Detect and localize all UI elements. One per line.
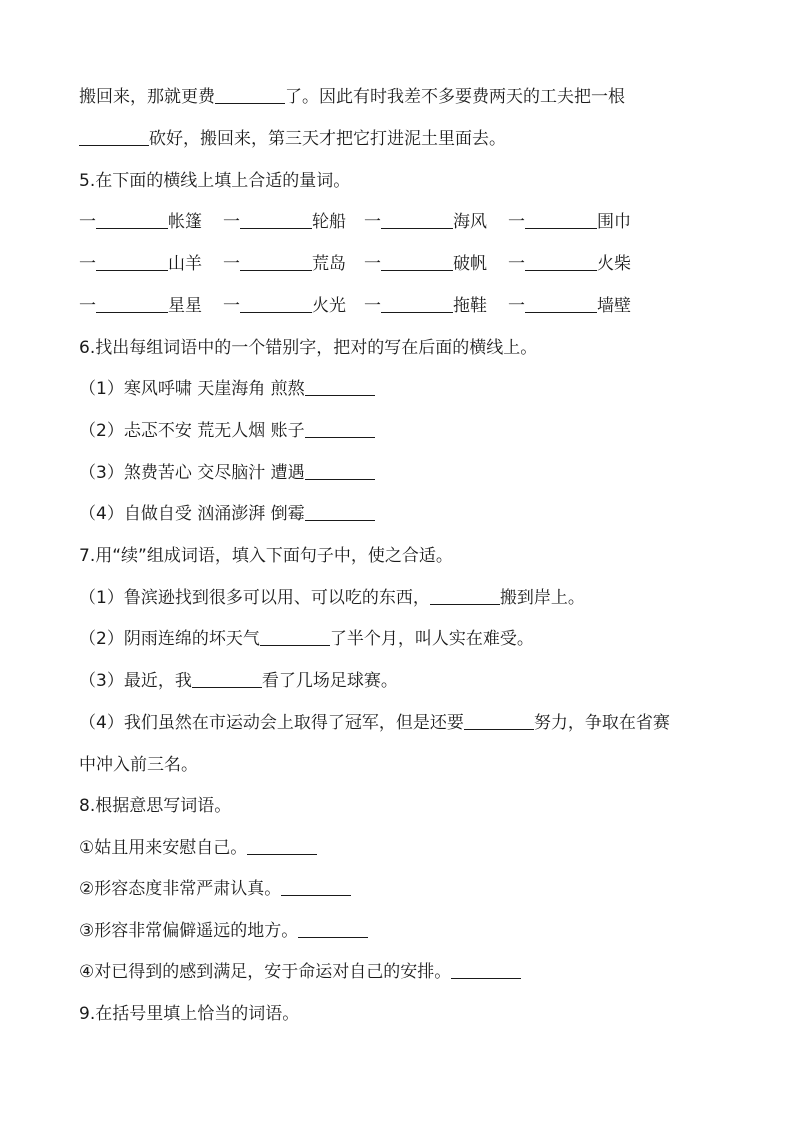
q7-item-2: （2）阴雨连绵的坏天气 了半个月，叫人实在难受。 (79, 629, 534, 649)
q7-item-1: （1）鲁滨逊找到很多可以用、可以吃的东西， 搬到岸上。 (79, 588, 585, 608)
passage-text: 砍好，搬回来，第三天才把它打进泥土里面去。 (149, 129, 506, 149)
q7-item-3: （3）最近，我 看了几场足球赛。 (79, 671, 398, 691)
answer-blank[interactable] (247, 836, 317, 855)
answer-blank[interactable] (381, 210, 453, 229)
answer-blank[interactable] (96, 210, 168, 229)
q8-item-4: ④对已得到的感到满足，安于命运对自己的安排。 (79, 960, 734, 984)
question-9-title: 9.在括号里填上恰当的词语。 (79, 1004, 300, 1024)
answer-blank[interactable] (430, 586, 500, 605)
answer-blank[interactable] (451, 960, 521, 979)
answer-blank[interactable] (281, 877, 351, 896)
q6-item-3: （3）煞费苦心 交尽脑汁 遭遇 (79, 461, 734, 485)
answer-blank[interactable] (260, 627, 330, 646)
answer-blank[interactable] (305, 377, 375, 396)
worksheet-page: 搬回来，那就更费 了。因此有时我差不多要费两天的工夫把一根 砍好，搬回来，第三天才把它打进泥土里面去。 5.在下面的横线上填上合适的量词。 一 帐篷 一 轮船 一 海风 一 围巾 一 山羊 一 荒岛 一 破帆 一 火柴 一 星星 一 火光 一 拖鞋 一 墙壁 6.找出每组词语中的一个错别字，把对的写在后面的横线上。 （1）寒风呼啸 天崖海角 煎熬 （2）忐忑不安 荒无人烟 账子 （3）煞费苦心 交尽脑汁 遭遇 （4）自做自受 汹涌澎湃 倒霉 7.用“续”组成词语，填入下面句子中，使之合适。 （1）鲁滨逊找到很多可以用、可以吃的东西， 搬到岸上。 （2）阴雨连绵的坏天气 了半个月，叫人实在难受。 （3）最近，我 看了几场足球赛。 （4）我们虽然在市运动会上取得了冠军，但是还要 努力，争取在省赛 中冲入前三名。 8.根据意思写词语。 ①姑且用来安慰自己。 ②形容态度非常严肃认真。 ③形容非常偏僻遥远的地方。 ④对已得到的感到满足，安于命运对自己的安排。 9.在括号里填上恰当的词语。 (0, 0, 794, 1123)
answer-blank[interactable] (298, 919, 368, 938)
q6-item-1: （1）寒风呼啸 天崖海角 煎熬 (79, 377, 734, 401)
answer-blank[interactable] (96, 252, 168, 271)
passage-text: 了。因此有时我差不多要费两天的工夫把一根 (285, 87, 625, 107)
answer-blank[interactable] (381, 294, 453, 313)
q7-item-4: （4）我们虽然在市运动会上取得了冠军，但是还要 努力，争取在省赛 (79, 713, 670, 733)
answer-blank[interactable] (240, 294, 312, 313)
question-6-title: 6.找出每组词语中的一个错别字，把对的写在后面的横线上。 (79, 338, 538, 358)
question-5-title: 5.在下面的横线上填上合适的量词。 (79, 171, 351, 191)
q7-item-4-continued: 中冲入前三名。 (79, 755, 198, 775)
q6-item-2: （2）忐忑不安 荒无人烟 账子 (79, 419, 734, 443)
answer-blank[interactable] (305, 502, 375, 521)
answer-blank[interactable] (96, 294, 168, 313)
passage-line-1 (79, 85, 734, 109)
answer-blank[interactable] (79, 127, 149, 146)
answer-blank[interactable] (525, 252, 597, 271)
answer-blank[interactable] (381, 252, 453, 271)
answer-blank[interactable] (240, 210, 312, 229)
answer-blank[interactable] (525, 210, 597, 229)
passage-line-2 (79, 127, 734, 151)
answer-blank[interactable] (240, 252, 312, 271)
answer-blank[interactable] (525, 294, 597, 313)
passage-text: 搬回来，那就更费 (79, 87, 215, 107)
answer-blank[interactable] (464, 711, 534, 730)
q8-item-1: ①姑且用来安慰自己。 (79, 836, 734, 860)
q8-item-3: ③形容非常偏僻遥远的地方。 (79, 919, 734, 943)
q6-item-4: （4）自做自受 汹涌澎湃 倒霉 (79, 502, 734, 526)
answer-blank[interactable] (215, 85, 285, 104)
answer-blank[interactable] (305, 419, 375, 438)
q8-item-2: ②形容态度非常严肃认真。 (79, 877, 734, 901)
answer-blank[interactable] (305, 461, 375, 480)
question-8-title: 8.根据意思写词语。 (79, 796, 232, 816)
answer-blank[interactable] (192, 669, 262, 688)
question-7-title: 7.用“续”组成词语，填入下面句子中，使之合适。 (79, 546, 453, 566)
